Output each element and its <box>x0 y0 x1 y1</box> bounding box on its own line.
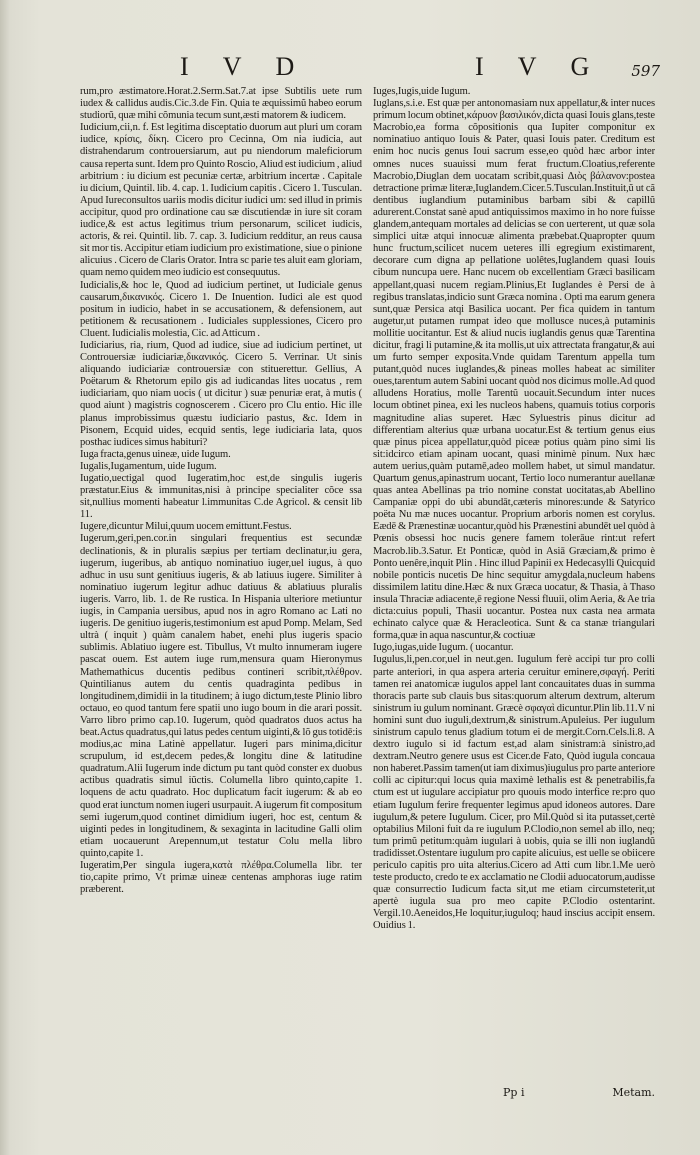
dictionary-entry: Iuga fracta,genus uineæ, uide Iugum. <box>80 448 231 460</box>
dictionary-entry: Iuglans,s.i.e. Est quæ per antonomasiam nux appellatur,& inter nuces primum locum obtinet,κάρυον βασιλικόν,dicta quasi Iouis glans,teste Macrobio,ea forma cõpositionis qua Iupiter componitur ex nominatiuo antiquo Iouis & Pater, quasi Iouis pater. Creditum est enim hoc nucis genus Ioui sacrum esse,eo quòd hæc arbor inter omnes nuces suauissi mum ferat fructum.Cloatius,referente Macrobio,Diuglan dem uocatam scribit,quasi Διὸς βάλανον:postea detractione primæ literæ,Iuglandem.Cicer.5.Tusculan.Instituit,ŭ ut cã dentibus iuglandium putaminibus barbam sibi & capillũ adurerent.Constat sanè apud antiquissimos maximo in ho nore fuisse glandem,antequam mortales ad delicias se con uerterent, ut quæ sola simplici uitæ atqui innocuæ alimenta præbebat.Quapropter quum hunc fructum,scilicet nucem ueteres illi egregium existimarent, decorare cum digna ap pellatione uolêtes,Iuglandem quasi Iouis cibum nuncupa uere. Hanc nucem ob excellentiam Græci basilicam appellant,quasi nucem regiam.Plinius,Et Iuglandes è Persi de à regibus translatas,indicio sunt Græca nomina . Opti ma earum genera sunt,quæ Persica atqi Basilica uocant. Per fica quidem in tantum augetur,ut putamen rumpat ideo que mollusce nuces,à putaminis mollitie uocitantur. Est & aliud nucis iuglandis genus quæ Tarentina dicitur, fragi li putamine,& ita mollis,ut uix attrectata frangatur,& aui um furto semper exposita.Vnde quidam Tarentum appella tum putant,quòd nuces iuglandes,& pineas molles habeat ac similiter oues,tarentum autem Sabini uocant quòd nos dicimus molle.Ad quod alludens Horatius, molle Tarentũ uocauit.Secundum inter nuces locum obtinet pinea, exi les nucleos habens, quamuis totius corporis magnitudine alias superet. Hæc Syluestris pinus dicitur ad differentiam alterius quæ urbana uocatur.Est & tertium genus eius quæ pinus picea appellatur,quòd piceæ potius quàm pino simi lis sit:idcirco etiam apinam uocant, quasi minimè pinum. Nux hæc autem uerius,quàm putamē,adeo mollem habet, ut simul mandatur. Quartum genus,apinastrum uocant, Tertio loco numerantur auellanæ quas antea Abellinas pa trio nomine constat uocitatas,ab Abellino Campaniæ oppi do ubi abundāt,cæteris minores:unde & Satyrico poëta Nu mæ nuces uocantur. Proprium arboris nomen est corylus. Eædē & Prænestinæ uocantur,quòd his Prænestini abundēt uel quòd à Pœnis obsessi hoc nucis genere famem tolerāue rint:ut refert Macrob.lib.3.Satur. Et Ponticæ, quòd in Asiā Græciam,& primo è Ponto uenêre,inquit Plin . Hinc illud Papinii ex Hedecasylli Quicquid nobile ponticis nucetis De hinc sequitur amygdala,nucleum habens dissimilem latitu dine.Hæc & nux Græca uocatur, & Thasia, à Thaso insula Thraciæ adiacente,ē regione Nessi fluuii, olim Aeria, & Ae tria dicta:cuius populi, Thasii uocantur. Postea nux casta nea armata echinato calyce quæ & Heracleotica. Sunt & ca stanæ triangulari forma,quæ in aqua nascuntur,& coctiuæ <box>373 98 655 642</box>
page-footer <box>373 1086 655 1100</box>
right-running-head: I V G <box>475 52 604 81</box>
right-column <box>373 86 655 1086</box>
signature-letters: Pp <box>503 1086 518 1099</box>
signature-mark <box>503 1086 524 1099</box>
dictionary-entry: Iudiciarius, ria, rium, Quod ad iudice, siue ad iudicium pertinet, ut Controuersiæ iudiciariæ,δικανικός. Cicero 5. Verrinar. Ut sinis aliquando iudiciariæ controuersiæ con stituerettur. Gellius, A Poëtarum & Rhetorum epilo gis ad iudicandas lites uocatus , rem iudiciariam, quo niam uocis ( ut dicitur ) suæ penuriæ erat, à mutis ( quod aiunt ) magistris cognoscerem . Cicero pro Clu entio. Hic ille planus improbissimus quæstu iudiciario pastus, &c. Idem in Pisonem, Ecquid uides, ecquid sentis, lege iudiciaria lata, quos posthac iudices simus habituri? <box>80 339 362 448</box>
dictionary-entry: Iugeratim,Per singula iugera,κατὰ πλέθρα.Columella libr. ter tio,capite primo, Vt primæ uineæ centenas amphoras iuge ratim præberent. <box>80 860 362 896</box>
dictionary-entry: rum,pro æstimatore.Horat.2.Serm.Sat.7.at ipse Subtilis uete rum iudex & callidus audis.Cic.3.de Fin. Quia te æquissimũ habeo eorum studiorũ, quæ mihi cõmunia tecum sunt,æsti matorem & iudicem. <box>80 86 362 122</box>
dictionary-entry: Iugalis,Iugamentum, uide Iugum. <box>80 460 217 472</box>
dictionary-entry: Iudicium,cii,n. f. Est legitima disceptatio duorum aut pluri um coram iudice, κρίσις, δίκη. Cicero pro Cecinna, Om nia iudicia, aut distrahendarum controuersiarum, aut pu niendorum maleficiorum causa reperta sunt. Idem pro Quinto Roscio, Aliud est iudicium , aliud arbitrium : iu dicium est pecuniæ certæ, arbitrium incertæ . Capitale iu dicium, Quintil. lib. 4. cap. 1. Iudicium capitis . Cicero 1. Tusculan. Apud Iureconsultos uariis modis dicitur iudici um: sed illud in primis accipitur, quod pro ordinatione cau sæ discutiendæ in iure sit coram iudice,& est actus legitimus trium personarum, scilicet iudicis, actoris, & rei. Quintil. lib. 7. cap. 3. Iudicium redditur, an reus causa sit mor tis. Accipitur etiam iudicium pro existimatione, siue o pinione alicuius . Cicero de Claris Orator. Intra sc parie tes aluit eam gloriam, quam nemo quidem meo iudicio est consequutus. <box>80 122 362 279</box>
running-header <box>80 52 670 82</box>
left-running-head: I V D <box>180 52 309 81</box>
dictionary-entry: Iugo,iugas,uide Iugum. ( uocantur. <box>373 642 514 654</box>
dictionary-entry: Iugulus,li,pen.cor,uel in neut.gen. Iugulum ferè accipi tur pro colli parte anteriori, in qua aspera arteria ceruitur eminere,σφαγή. Periti tamen rei anatomicæ iugulos appel lant concauitates duas in summa thoracis parte sub clauis bus sitas:quorum alterum dextrum, alterum sinistrum iu gulum nominant. Græcè σφαγαὶ dicuntur.Plin lib.11.V ni homini sunt duo iuguli,dextrum,& sinistrum.Apuleius. Per iugulum sinistrum capulo tenus gladium totum ei de mergit.Corn.Cels.li.8. A dextro iugulo si id factum est,ad alam sinistram:à sinistro,ad dextram.Neutro genere usus est Cicer.de Fato, Quòd iugula concaua non haberet.Passim tamen(ut iam diximus)iugulus pro parte anteriore colli ac cipitur:qui locus quia maximè lethalis est & penetrabilis,fa ctum est ut iugulare accipiatur pro quouis modo interfice re:pro quo etiam Iugulum ferire frequenter legimus apud idoneos autores. Dare iugulum,& petere Iugulum. Cicer, pro Mil.Quòd si ita putasset,certè optabilius Miloni fuit da re iugulum P.Clodio,non semel ab illo, neq; tum primũ petitum:quàm iugulari à uobis, quia se illi non iuglandũ tradidisset.Ostentare iugulum pro capite alicuius, est uelle se obiicere periculo capitis pro uita alterius.Cicero ad Atti cum libr.1.Me uerò teste producto, credo te ex acclamatio ne Clodii aduocatorum,audisse quæ consurrectio Iudicum facta sit,ut me etiam circumsteterit,ut apertè iugula sua pro meo capite P.Clodio ostentarint. Vergil.10.Aeneidos,He loquitur,iuguloq; haud inscius accipit ensem. Ouidius 1. <box>373 654 655 932</box>
dictionary-page <box>80 52 670 1102</box>
dictionary-entry: Iugatio,uectigal quod Iugeratim,hoc est,de singulis iugeris præstatur.Eius & immunitas,nisi à principe specialiter cõce ssa sit,nullius momenti habeatur l.immunitas C.de Agricol. & censit lib 11. <box>80 473 362 521</box>
dictionary-entry: Iudicialis,& hoc le, Quod ad iudicium pertinet, ut Iudiciale genus causarum,δικανικός. Cicero 1. De Inuention. Iudici ale est quod positum in iudicio, habet in se accusationem, & defensionem, aut petitionem & recusationem . Iudiciales supplessiones, Cicero pro Cluent. Iudicialis molestia, Cic. ad Atticum . <box>80 279 362 339</box>
page-number: 597 <box>631 62 660 80</box>
dictionary-entry: Iugere,dicuntur Milui,quum uocem emittunt.Festus. <box>80 521 292 533</box>
dictionary-entry: Iuges,Iugis,uide Iugum. <box>373 86 471 97</box>
dictionary-entry: Iugerum,geri,pen.cor.in singulari frequentius est secundæ declinationis, & in pluralis sæpius per tertiam declinatur,iu gera, iugerum, iugeribus, ab antiquo nominatiuo iuger,uel iugus, à quo adhuc in usu sunt genitiuus iugeris, & ab latiuus iugere. Similiter à nominatiuo iugerum legitur adhuc datiuus & ablatiuus pluralis iugeris. Varro, lib. 1. de Re rustica. In Hispania ulteriore metiuntur iugis, in Campania uersibus, apud nos in agro Romano ac Lati no iugeris. De genitiuo iugeris,testimonium est apud Pomp. Melam, Sed ultrà ( inquit ) quàm canalem habet, enehi plus iugeris spacio sublimis. Ablatiuo iugere est. Tibullus, Vt multo innumeram iugere pascat ouem. Est autem iuge rum,mensura quam Hieronymus Mathemathicus ducentis pedibus contineri scribit,πλέθρον. Quintilianus autem du centis quadraginta pedibus in longitudinem,dimidii in la titudinem; à iugo dictum,teste Plinio libro octauo, eo quod tantum fere spatii uno iugo boum in die arari possit. Varro libro primo cap.10. Iugerum, quòd quadratos duos actus ha beat.Actus quadratus,qui latus pedes centum uiginti,& lõ gus totidē:is modius,ac mina Latinè appellatur. Iugeri pars minima,dicitur scrupulum, id est,decem pedes,& longitu dine & latitudine quadratum.Alii Iugerum inde dictum pu tant quòd conster ex duobus actibus quadratis simul iũctis. Columella libro quinto,capite 1. loquens de actu quadrato. Hoc duplicatum facit iugerum: & ab eo quod erat iunctum nomen iugeri usurpauit. A iugerum fit compositum semi iugerum,quod continet dimidium iugeri, hoc est, centum & uiginti pedes in longitudinem, & sexaginta in lacitudine Galli olim etiam uocauerunt Arepennum,ut testatur Colu mella libro quinto,capite 1. <box>80 533 362 859</box>
left-column <box>80 86 362 1086</box>
signature-number: i <box>520 1086 525 1099</box>
catchword: Metam. <box>612 1086 655 1099</box>
